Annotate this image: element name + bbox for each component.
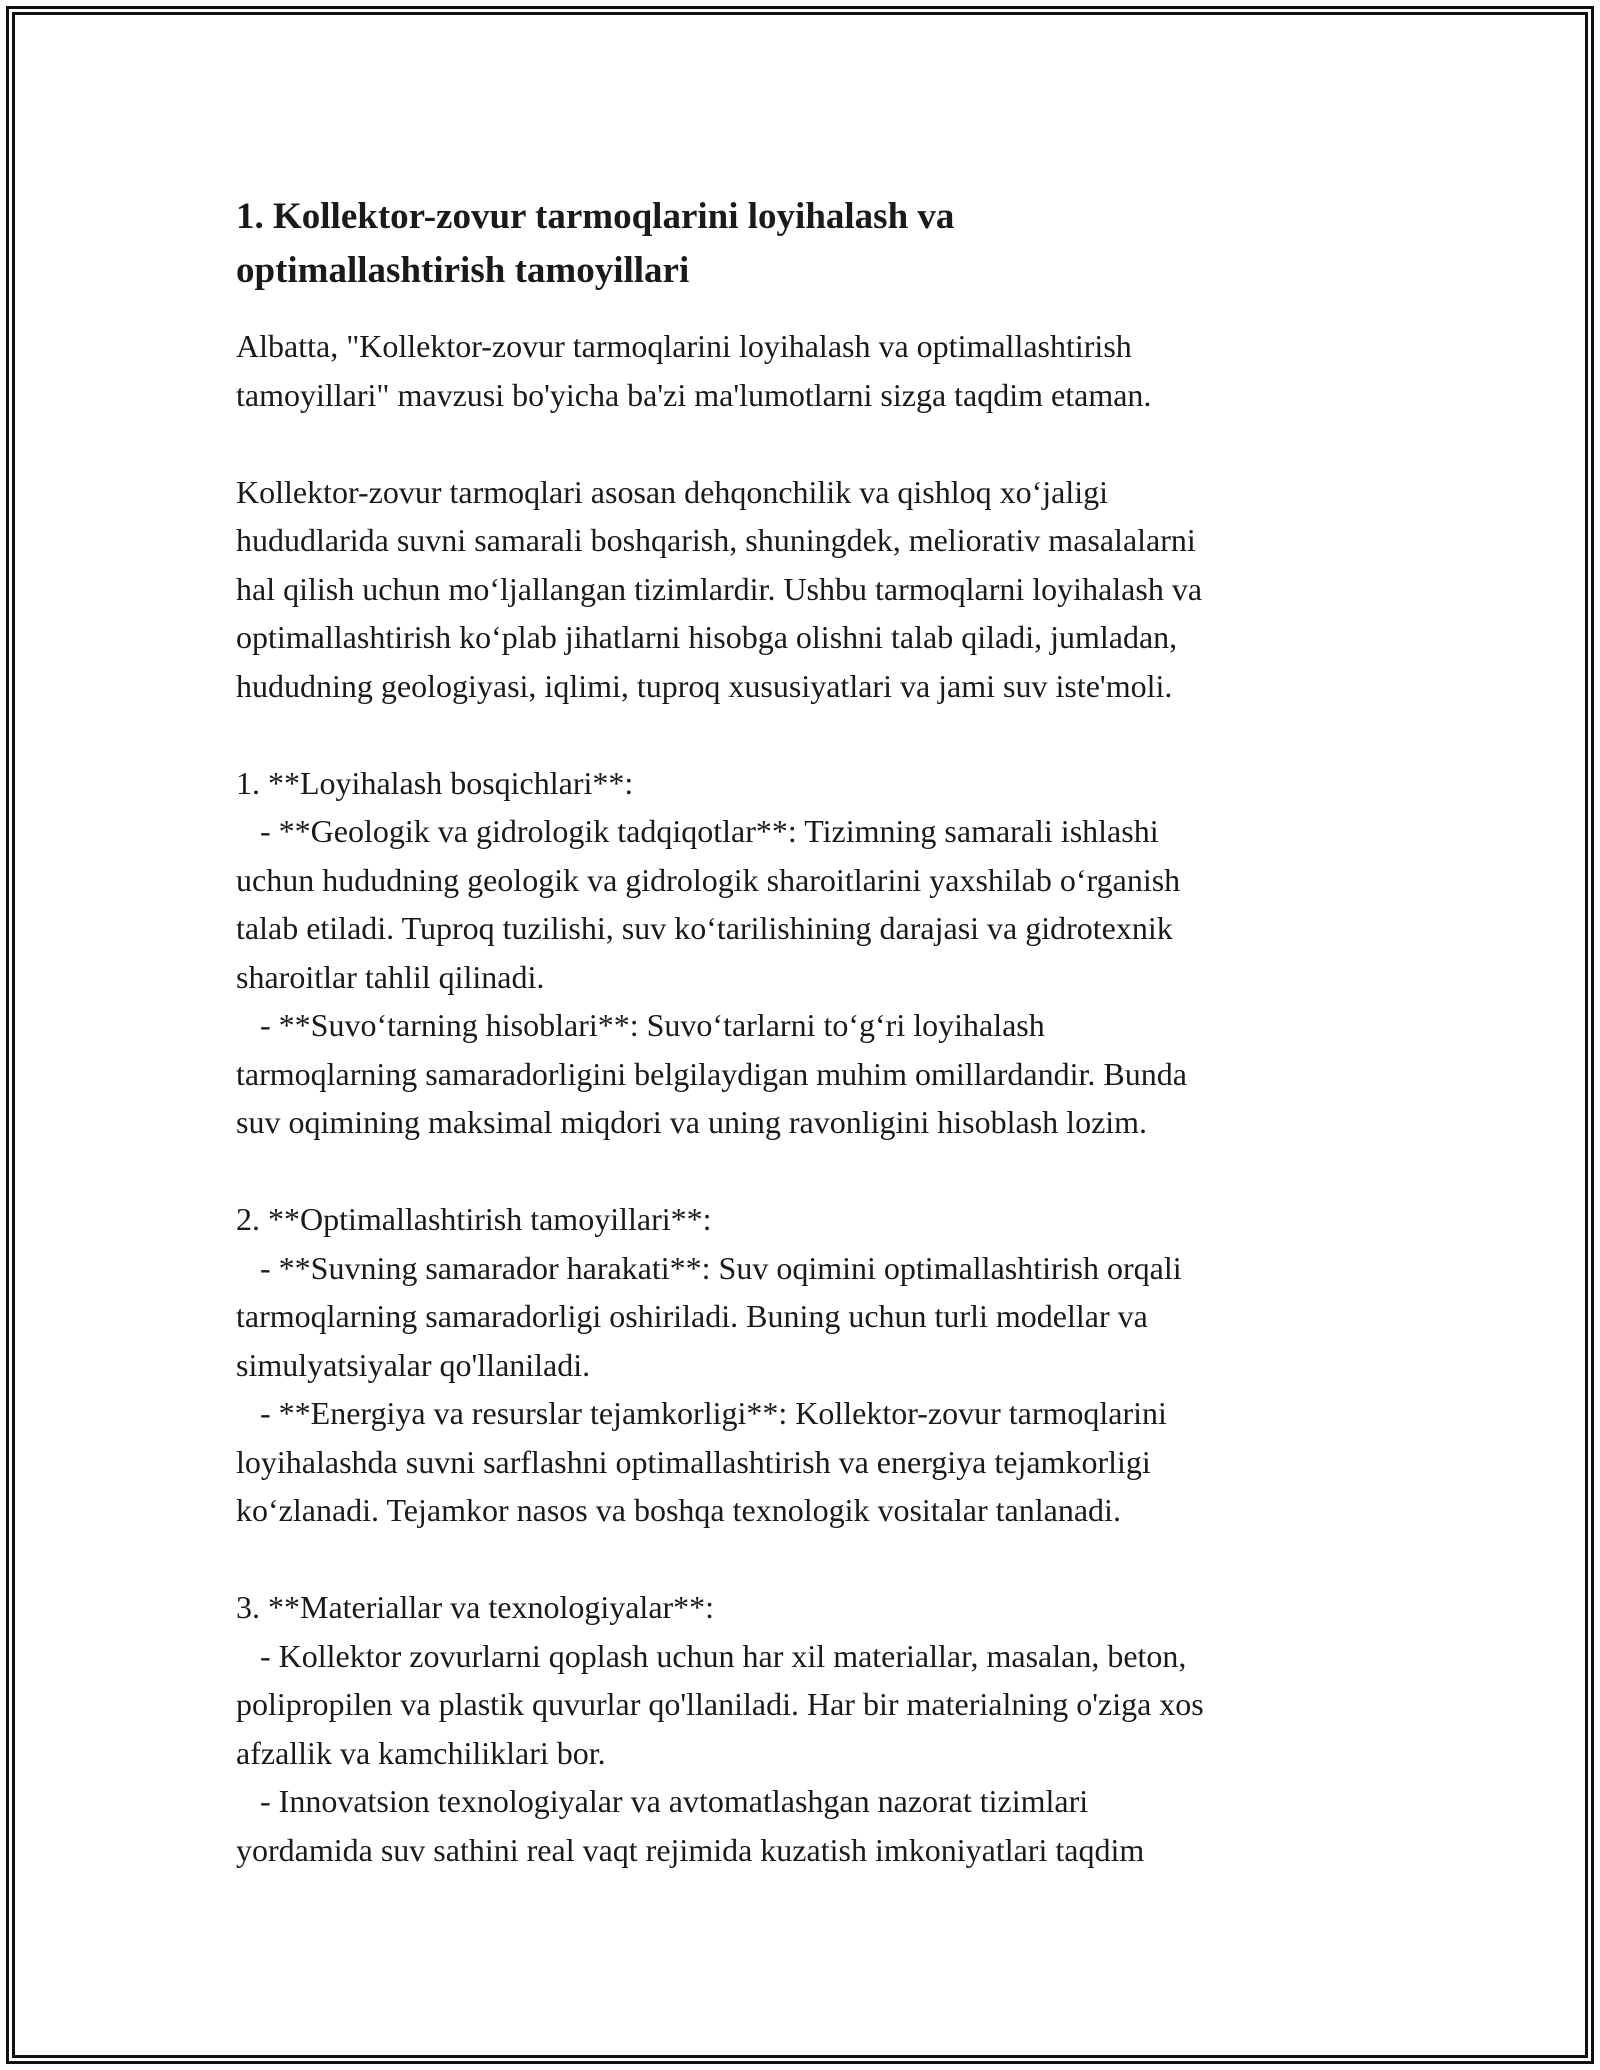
text-line: tamoyillari" mavzusi bo'yicha ba'zi ma'lumotlarni sizga taqdim etaman. — [236, 376, 1152, 413]
text-line: hududlarida suvni samarali boshqarish, shuningdek, meliorativ masalalarni — [236, 522, 1196, 558]
paragraph-gap — [236, 1535, 1376, 1584]
text-line: polipropilen va plastik quvurlar qo'llaniladi. Har bir materialning o'ziga xos — [236, 1686, 1204, 1722]
text-line: simulyatsiyalar qo'llaniladi. — [236, 1346, 591, 1383]
text-line: talab etiladi. Tuproq tuzilishi, suv ko‘tarilishining darajasi va gidrotexnik — [236, 910, 1173, 946]
text-line: uchun hududning geologik va gidrologik sharoitlarini yaxshilab o‘rganish — [236, 861, 1181, 898]
text-line: loyihalashda suvni sarflashni optimallashtirish va energiya tejamkorligi — [236, 1443, 1151, 1480]
paragraph — [236, 468, 1376, 711]
paragraph — [236, 759, 1376, 1147]
title-line: 1. Kollektor-zovur tarmoqlarini loyihalash va — [236, 196, 955, 237]
paragraph-gap — [236, 710, 1376, 759]
text-line: 3. **Materiallar va texnologiyalar**: — [236, 1589, 715, 1625]
paragraph — [236, 1583, 1376, 1874]
text-line: tarmoqlarning samaradorligini belgilaydigan muhim omillardandir. Bunda — [236, 1055, 1187, 1092]
text-line: hududning geologiyasi, iqlimi, tuproq xususiyatlari va jami suv iste'moli. — [236, 667, 1173, 704]
text-line: hal qilish uchun mo‘ljallangan tizimlardir. Ushbu tarmoqlarni loyihalash va — [236, 570, 1203, 607]
paragraph-gap — [236, 1147, 1376, 1196]
document-title — [236, 190, 1376, 298]
document-body — [236, 190, 1376, 1874]
text-line: suv oqimining maksimal miqdori va uning ravonligini hisoblash lozim. — [236, 1104, 1148, 1140]
paragraphs-container — [236, 322, 1376, 1874]
title-line: optimallashtirish tamoyillari — [236, 250, 690, 291]
text-line: yordamida suv sathini real vaqt rejimida kuzatish imkoniyatlari taqdim — [236, 1831, 1145, 1868]
paragraph — [236, 322, 1376, 419]
paragraph — [236, 1195, 1376, 1535]
text-line: sharoitlar tahlil qilinadi. — [236, 958, 545, 995]
text-line: - **Energiya va resurslar tejamkorligi**: Kollektor-zovur tarmoqlarini — [236, 1395, 1167, 1431]
text-line: - Kollektor zovurlarni qoplash uchun har xil materiallar, masalan, beton, — [236, 1637, 1187, 1674]
text-line: afzallik va kamchiliklari bor. — [236, 1734, 606, 1771]
text-line: - **Geologik va gidrologik tadqiqotlar**: Tizimning samarali ishlashi — [236, 813, 1159, 849]
text-line: - **Suvo‘tarning hisoblari**: Suvo‘tarlarni to‘g‘ri loyihalash — [236, 1007, 1045, 1043]
text-line: - **Suvning samarador harakati**: Suv oqimini optimallashtirish orqali — [236, 1249, 1182, 1286]
text-line: tarmoqlarning samaradorligi oshiriladi. Buning uchun turli modellar va — [236, 1298, 1148, 1334]
text-line: 1. **Loyihalash bosqichlari**: — [236, 764, 634, 801]
text-line: - Innovatsion texnologiyalar va avtomatlashgan nazorat tizimlari — [236, 1783, 1089, 1819]
text-line: optimallashtirish ko‘plab jihatlarni hisobga olishni talab qiladi, jumladan, — [236, 619, 1178, 655]
text-line: Kollektor-zovur tarmoqlari asosan dehqonchilik va qishloq xo‘jaligi — [236, 473, 1109, 510]
paragraph-gap — [236, 419, 1376, 468]
text-line: Albatta, "Kollektor-zovur tarmoqlarini loyihalash va optimallashtirish — [236, 328, 1132, 364]
text-line: 2. **Optimallashtirish tamoyillari**: — [236, 1201, 712, 1237]
text-line: ko‘zlanadi. Tejamkor nasos va boshqa texnologik vositalar tanlanadi. — [236, 1492, 1121, 1528]
